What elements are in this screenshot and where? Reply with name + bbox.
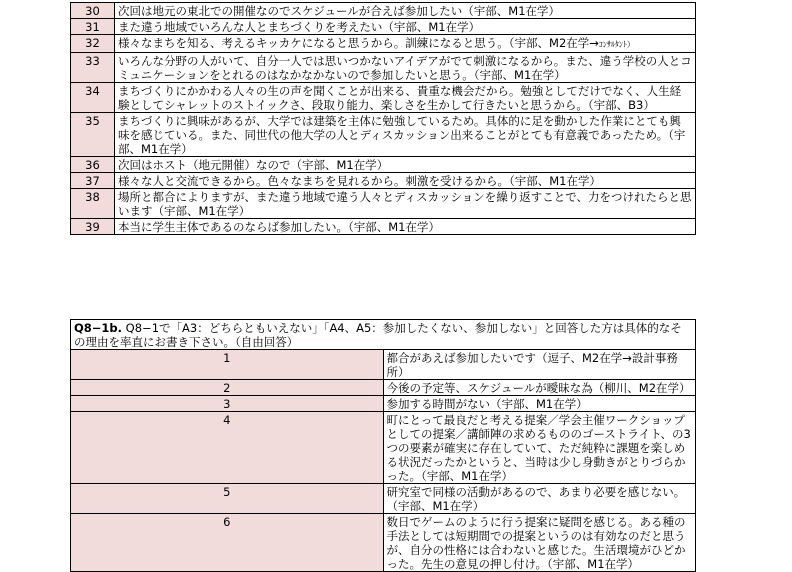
table-row [71, 19, 696, 35]
table-row [71, 514, 696, 572]
responses-table-q8-1b [70, 319, 696, 572]
response-text [115, 189, 696, 219]
row-number: 35 [71, 113, 115, 157]
response-body: 様々な人と交流できるから。色々なまちを見れるから。刺激を受けるから。（宇部、M1在学） [118, 174, 601, 188]
row-number: 1 [71, 350, 384, 380]
question-text: Q8−1で「A3：どちらともいえない」「A4、A5：参加したくない、参加しない」と回答した方は具体的なその理由を率直にお書き下さい。（自由回答） [74, 321, 682, 349]
response-body: まちづくりに興味があるが、大学では建築を主体に勉強しているため。具体的に足を動かした作業にとても興味を感じている。また、同世代の他大学の人とディスカッション出来ることがとても有意義であったため。（宇部、M1在学） [118, 114, 686, 156]
response-text [115, 173, 696, 189]
response-text [115, 113, 696, 157]
row-number: 3 [71, 396, 384, 412]
row-number: 30 [71, 3, 115, 19]
row-number: 32 [71, 35, 115, 53]
table-row [71, 380, 696, 396]
response-text [115, 53, 696, 83]
response-text [115, 83, 696, 113]
response-body: 研究室で同様の活動があるので、あまり必要を感じない。（宇部、M1在学） [386, 485, 686, 513]
response-body: まちづくりにかかわる人々の生の声を聞くことが出来る、貴重な機会だから。勉強としてだけでなく、人生経験としてシャレットのストイックさ、段取り能力、楽しさを生かして行きたいと思うから。（宇部、B3） [118, 84, 682, 112]
row-number: 31 [71, 19, 115, 35]
response-body: 今後の予定等、スケジュールが曖昧な為（柳川、M2在学） [386, 381, 691, 395]
response-body: 数日でゲームのように行う提案に疑問を感じる。ある種の手法としては短期間での提案というのは有効なのだと思うが、自分の性格には合わないと感じた。生活環境がひどかった。先生の意見の押し付け。（宇部、M1在学） [386, 515, 686, 571]
table-row [71, 412, 696, 484]
table-row [71, 35, 696, 53]
response-text [115, 35, 696, 53]
table-row [71, 83, 696, 113]
response-text [115, 219, 696, 235]
question-id: Q8−1b. [74, 321, 123, 335]
row-number: 34 [71, 83, 115, 113]
table-row [71, 484, 696, 514]
table-row [71, 219, 696, 235]
row-number: 5 [71, 484, 384, 514]
response-text [383, 412, 696, 484]
row-number: 4 [71, 412, 384, 484]
row-number: 33 [71, 53, 115, 83]
response-body: 都合があえば参加したいです（逗子、M2在学→設計事務所） [386, 351, 678, 379]
response-body: 次回は地元の東北での開催なのでスケジュールが合えば参加したい（宇部、M1在学） [118, 4, 561, 18]
response-text [383, 484, 696, 514]
row-number: 39 [71, 219, 115, 235]
table-row [71, 173, 696, 189]
table-row [71, 3, 696, 19]
table-row [71, 157, 696, 173]
row-number: 38 [71, 189, 115, 219]
response-body: 町にとって最良だと考える提案／学会主催ワークショップとしての提案／講師陣の求めるもののゴーストライト、の3つの要素が確実に存在していて、ただ純粋に課題を楽しめる状況だったかというと、当時は少し身動きがとりづらかった。（宇部、M1在学） [386, 413, 691, 483]
row-number: 36 [71, 157, 115, 173]
question-cell [71, 320, 696, 350]
question-row [71, 320, 696, 350]
response-body: 場所と都合によりますが、また違う地域で違う人々とディスカッションを繰り返すことで、力をつけれたらと思います（宇部、M1在学） [118, 190, 692, 218]
row-number: 6 [71, 514, 384, 572]
response-body: 参加する時間がない（宇部、M1在学） [386, 397, 588, 411]
response-text [383, 514, 696, 572]
response-text [115, 3, 696, 19]
response-body: 本当に学生主体であるのならば参加したい。（宇部、M1在学） [118, 220, 440, 234]
response-body: 様々なまちを知る、考えるキッカケになると思うから。訓練になると思う。（宇部、M2在学→ [118, 36, 599, 50]
table-row [71, 53, 696, 83]
response-text [383, 350, 696, 380]
table-row [71, 396, 696, 412]
row-number: 2 [71, 380, 384, 396]
row-number: 37 [71, 173, 115, 189]
response-text [115, 19, 696, 35]
table-row [71, 189, 696, 219]
table-row [71, 350, 696, 380]
response-body: 次回はホスト（地元開催）なので（宇部、M1在学） [118, 158, 389, 172]
response-body: また違う地域でいろんな人とまちづくりを考えたい（宇部、M1在学） [118, 20, 481, 34]
response-text [383, 396, 696, 412]
responses-table-q8-1a [70, 2, 696, 235]
response-suffix: ｺﾝｻﾙﾀﾝﾄ） [598, 40, 635, 49]
response-text [383, 380, 696, 396]
response-text [115, 157, 696, 173]
table-row [71, 113, 696, 157]
response-body: いろんな分野の人がいて、自分一人では思いつかないアイデアがでて刺激になるから。また、違う学校の人とコミュニケーションをとれるのはなかなかないので参加したいと思う。（宇部、M1在学） [118, 54, 692, 82]
